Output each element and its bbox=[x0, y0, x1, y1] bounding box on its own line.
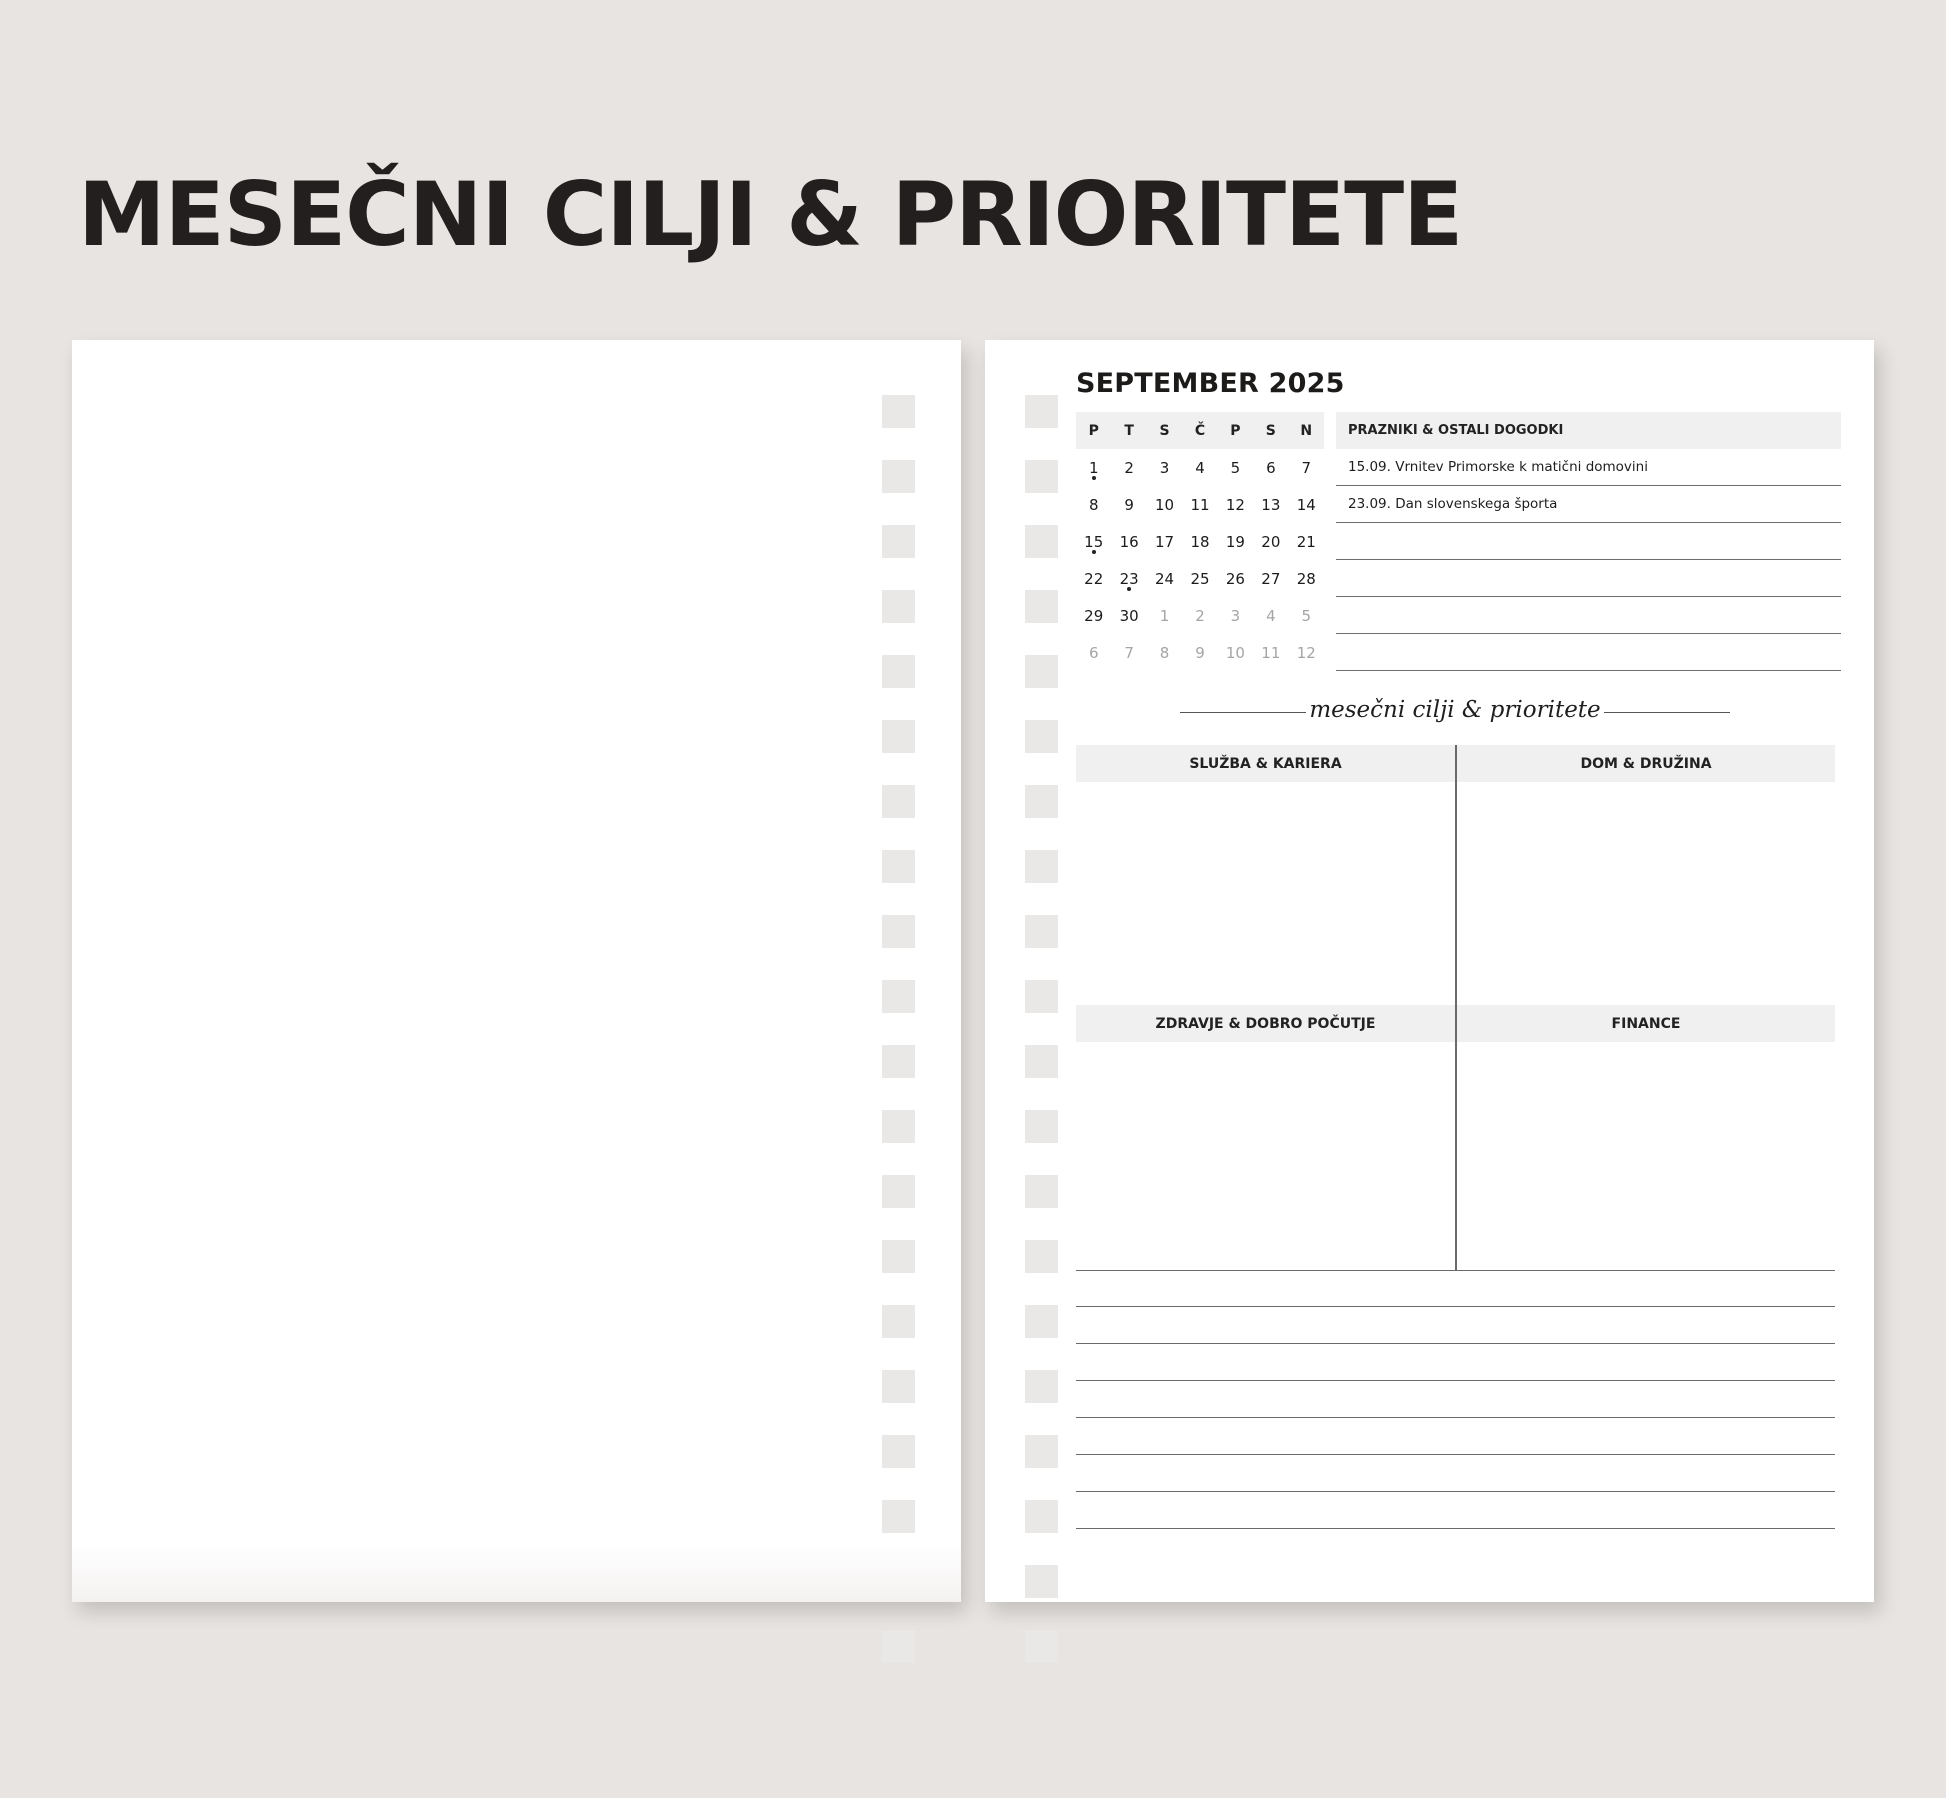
binder-hole bbox=[1025, 1305, 1058, 1338]
calendar-day: 23 bbox=[1111, 560, 1146, 597]
event-row bbox=[1336, 634, 1841, 671]
event-row bbox=[1336, 560, 1841, 597]
calendar-day: 10 bbox=[1155, 495, 1175, 514]
binder-hole bbox=[882, 395, 915, 428]
calendar-day: 3 bbox=[1230, 606, 1241, 625]
calendar-day: 2 bbox=[1195, 606, 1205, 625]
binder-hole bbox=[1025, 395, 1058, 428]
calendar-day: 20 bbox=[1261, 532, 1281, 551]
binder-hole bbox=[882, 980, 915, 1013]
binder-hole bbox=[1025, 1630, 1058, 1663]
calendar-day: 17 bbox=[1155, 532, 1175, 551]
calendar-day: 15 bbox=[1076, 523, 1111, 560]
weekday-label: P bbox=[1088, 422, 1099, 439]
calendar-day: 3 bbox=[1159, 458, 1170, 477]
binder-hole bbox=[1025, 915, 1058, 948]
quadrant-home-header: DOM & DRUŽINA bbox=[1457, 745, 1835, 782]
section-divider bbox=[1180, 692, 1730, 732]
note-line bbox=[1076, 1418, 1835, 1455]
binder-hole bbox=[1025, 1175, 1058, 1208]
binder-holes bbox=[1025, 395, 1058, 1695]
binder-hole bbox=[882, 1630, 915, 1663]
binder-hole bbox=[882, 1305, 915, 1338]
calendar-day: 14 bbox=[1296, 495, 1316, 514]
binder-hole bbox=[1025, 525, 1058, 558]
calendar-day: 26 bbox=[1225, 569, 1245, 588]
binder-hole bbox=[1025, 1370, 1058, 1403]
binder-hole bbox=[882, 1175, 915, 1208]
weekday-label: T bbox=[1124, 422, 1134, 439]
note-line bbox=[1076, 1455, 1835, 1492]
binder-hole bbox=[1025, 1045, 1058, 1078]
calendar-day: 7 bbox=[1124, 643, 1134, 662]
calendar-day: 7 bbox=[1301, 458, 1312, 477]
calendar-day: 11 bbox=[1190, 495, 1210, 514]
calendar-day: 5 bbox=[1301, 606, 1312, 625]
section-title: mesečni cilji & prioritete bbox=[1309, 697, 1601, 723]
calendar-day: 29 bbox=[1084, 606, 1104, 625]
binder-hole bbox=[1025, 1435, 1058, 1468]
binder-hole bbox=[882, 1240, 915, 1273]
binder-hole bbox=[882, 590, 915, 623]
headline: MESEČNI CILJI & PRIORITETE bbox=[78, 163, 1463, 266]
event-row: 23.09. Dan slovenskega športa bbox=[1336, 486, 1841, 523]
calendar-day: 10 bbox=[1225, 643, 1245, 662]
binder-hole bbox=[882, 1370, 915, 1403]
calendar-weekday-header bbox=[1076, 412, 1324, 449]
quadrant-career-header: SLUŽBA & KARIERA bbox=[1076, 745, 1455, 782]
left-page bbox=[72, 340, 961, 1602]
calendar-day: 30 bbox=[1119, 606, 1139, 625]
note-line bbox=[1076, 1270, 1835, 1307]
calendar-day: 11 bbox=[1261, 643, 1281, 662]
calendar-day: 8 bbox=[1088, 495, 1099, 514]
calendar-day: 16 bbox=[1119, 532, 1139, 551]
event-row bbox=[1336, 597, 1841, 634]
events-header: PRAZNIKI & OSTALI DOGODKI bbox=[1336, 412, 1841, 449]
calendar-day: 21 bbox=[1296, 532, 1316, 551]
binder-hole bbox=[1025, 590, 1058, 623]
binder-hole bbox=[882, 720, 915, 753]
event-row bbox=[1336, 523, 1841, 560]
calendar-day: 12 bbox=[1225, 495, 1245, 514]
calendar-day: 18 bbox=[1190, 532, 1210, 551]
binder-hole bbox=[882, 655, 915, 688]
weekday-label: N bbox=[1300, 422, 1313, 439]
divider-line-right bbox=[1604, 712, 1730, 713]
quadrant-finance-header: FINANCE bbox=[1457, 1005, 1835, 1042]
binder-hole bbox=[1025, 720, 1058, 753]
mini-calendar bbox=[1076, 412, 1324, 671]
calendar-day: 22 bbox=[1084, 569, 1104, 588]
binder-hole bbox=[882, 460, 915, 493]
binder-hole bbox=[882, 1110, 915, 1143]
binder-hole bbox=[1025, 1565, 1058, 1598]
calendar-day: 1 bbox=[1076, 449, 1111, 486]
binder-hole bbox=[1025, 850, 1058, 883]
month-title: SEPTEMBER 2025 bbox=[1076, 368, 1345, 399]
binder-hole bbox=[1025, 980, 1058, 1013]
binder-hole bbox=[882, 525, 915, 558]
note-line bbox=[1076, 1381, 1835, 1418]
binder-hole bbox=[1025, 1500, 1058, 1533]
calendar-day: 5 bbox=[1230, 458, 1241, 477]
calendar-day: 19 bbox=[1225, 532, 1245, 551]
calendar-day: 28 bbox=[1296, 569, 1316, 588]
calendar-day: 6 bbox=[1266, 458, 1276, 477]
calendar-day: 27 bbox=[1261, 569, 1281, 588]
calendar-day: 9 bbox=[1195, 643, 1205, 662]
binder-hole bbox=[1025, 460, 1058, 493]
event-row: 15.09. Vrnitev Primorske k matični domovini bbox=[1336, 449, 1841, 486]
notes-lines bbox=[1076, 1270, 1835, 1529]
calendar-day: 12 bbox=[1296, 643, 1316, 662]
weekday-label: P bbox=[1230, 422, 1241, 439]
calendar-day: 9 bbox=[1124, 495, 1134, 514]
calendar-days-grid bbox=[1076, 449, 1324, 671]
weekday-label: S bbox=[1159, 422, 1170, 439]
binder-hole bbox=[1025, 1240, 1058, 1273]
goals-quadrants bbox=[1076, 745, 1835, 1271]
events-list bbox=[1336, 412, 1841, 671]
calendar-day: 6 bbox=[1088, 643, 1099, 662]
events-rows bbox=[1336, 449, 1841, 671]
calendar-day: 13 bbox=[1261, 495, 1281, 514]
note-line bbox=[1076, 1492, 1835, 1529]
note-line bbox=[1076, 1307, 1835, 1344]
weekday-label: S bbox=[1265, 422, 1276, 439]
note-line bbox=[1076, 1344, 1835, 1381]
calendar-day: 8 bbox=[1159, 643, 1170, 662]
binder-hole bbox=[882, 1500, 915, 1533]
weekday-label: Č bbox=[1194, 422, 1206, 439]
binder-hole bbox=[882, 1045, 915, 1078]
binder-hole bbox=[1025, 1110, 1058, 1143]
calendar-day: 4 bbox=[1266, 606, 1276, 625]
binder-hole bbox=[882, 1435, 915, 1468]
calendar-day: 1 bbox=[1159, 606, 1170, 625]
page-shadow-fade bbox=[72, 1542, 961, 1602]
right-page bbox=[985, 340, 1874, 1602]
calendar-day: 24 bbox=[1155, 569, 1175, 588]
calendar-day: 25 bbox=[1190, 569, 1210, 588]
quadrant-health-header: ZDRAVJE & DOBRO POČUTJE bbox=[1076, 1005, 1455, 1042]
binder-hole bbox=[882, 785, 915, 818]
calendar-day: 4 bbox=[1195, 458, 1205, 477]
binder-hole bbox=[882, 915, 915, 948]
binder-holes bbox=[882, 395, 915, 1695]
calendar-day: 2 bbox=[1124, 458, 1134, 477]
binder-hole bbox=[1025, 785, 1058, 818]
binder-hole bbox=[882, 850, 915, 883]
binder-hole bbox=[1025, 655, 1058, 688]
